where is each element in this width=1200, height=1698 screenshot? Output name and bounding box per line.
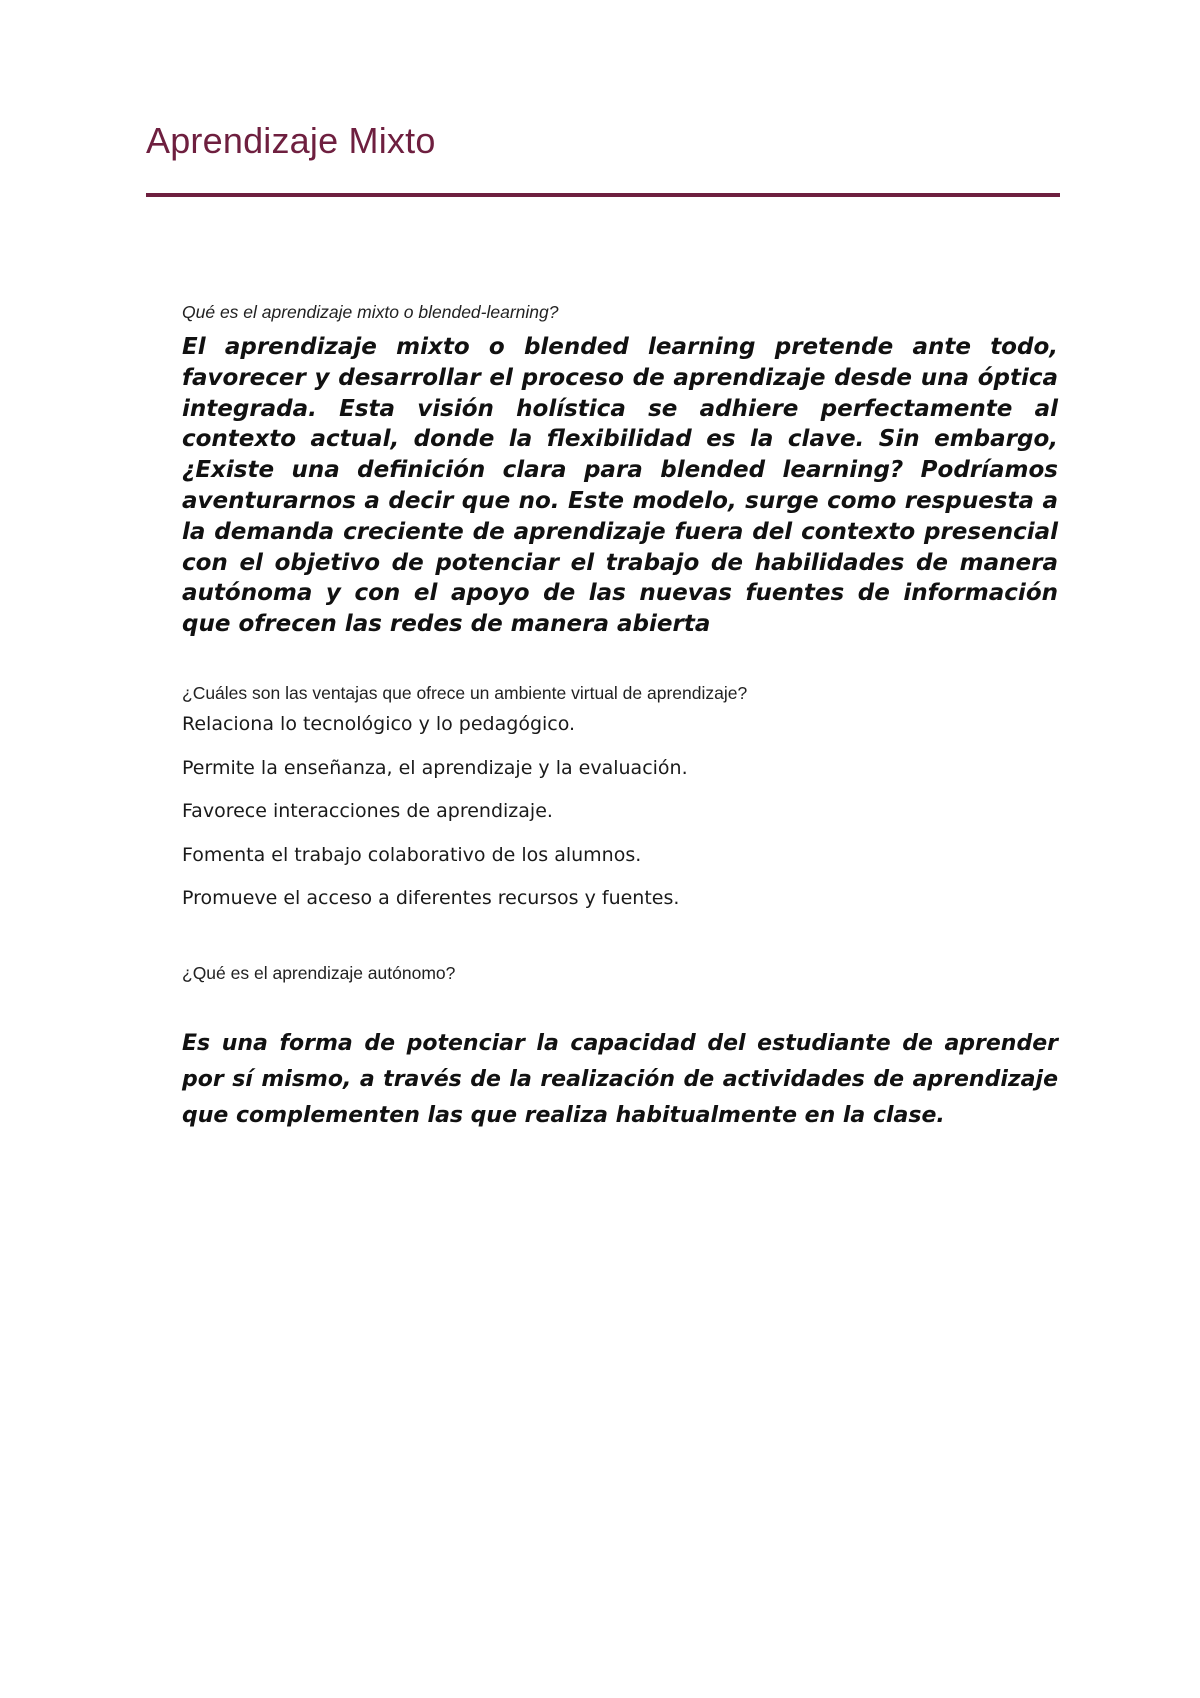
question-blended-learning: Qué es el aprendizaje mixto o blended-learning? bbox=[182, 302, 559, 322]
list-item: Relaciona lo tecnológico y lo pedagógico. bbox=[182, 713, 576, 735]
list-item: Favorece interacciones de aprendizaje. bbox=[182, 800, 553, 822]
list-item: Promueve el acceso a diferentes recursos y fuentes. bbox=[182, 887, 680, 909]
question-virtual-advantages: ¿Cuáles son las ventajas que ofrece un ambiente virtual de aprendizaje? bbox=[182, 683, 748, 703]
answer-blended-learning: El aprendizaje mixto o blended learning pretende ante todo, favorecer y desarrollar el proceso de aprendizaje desde una óptica integrada. Esta visión holística se adhiere perfectamente al contexto actual, donde la flexibilidad es la clave. Sin embargo, ¿Existe una definición clara para blended learning? Podríamos aventurarnos a decir que no. Este modelo, surge como respuesta a la demanda creciente de aprendizaje fuera del contexto presencial con el objetivo de potenciar el trabajo de habilidades de manera autónoma y con el apoyo de las nuevas fuentes de información que ofrecen las redes de manera abierta bbox=[182, 334, 1058, 638]
page-title: Aprendizaje Mixto bbox=[146, 120, 436, 161]
advantages-list bbox=[182, 711, 688, 929]
title-divider bbox=[146, 193, 1060, 197]
question-autonomous-learning: ¿Qué es el aprendizaje autónomo? bbox=[182, 963, 456, 983]
list-item: Fomenta el trabajo colaborativo de los alumnos. bbox=[182, 843, 642, 866]
answer-autonomous-learning: Es una forma de potenciar la capacidad del estudiante de aprender por sí mismo, a través de la realización de actividades de aprendizaje que complementen las que realiza habitualmente en la clase. bbox=[182, 1031, 1058, 1128]
list-item: Permite la enseñanza, el aprendizaje y la evaluación. bbox=[182, 756, 688, 779]
